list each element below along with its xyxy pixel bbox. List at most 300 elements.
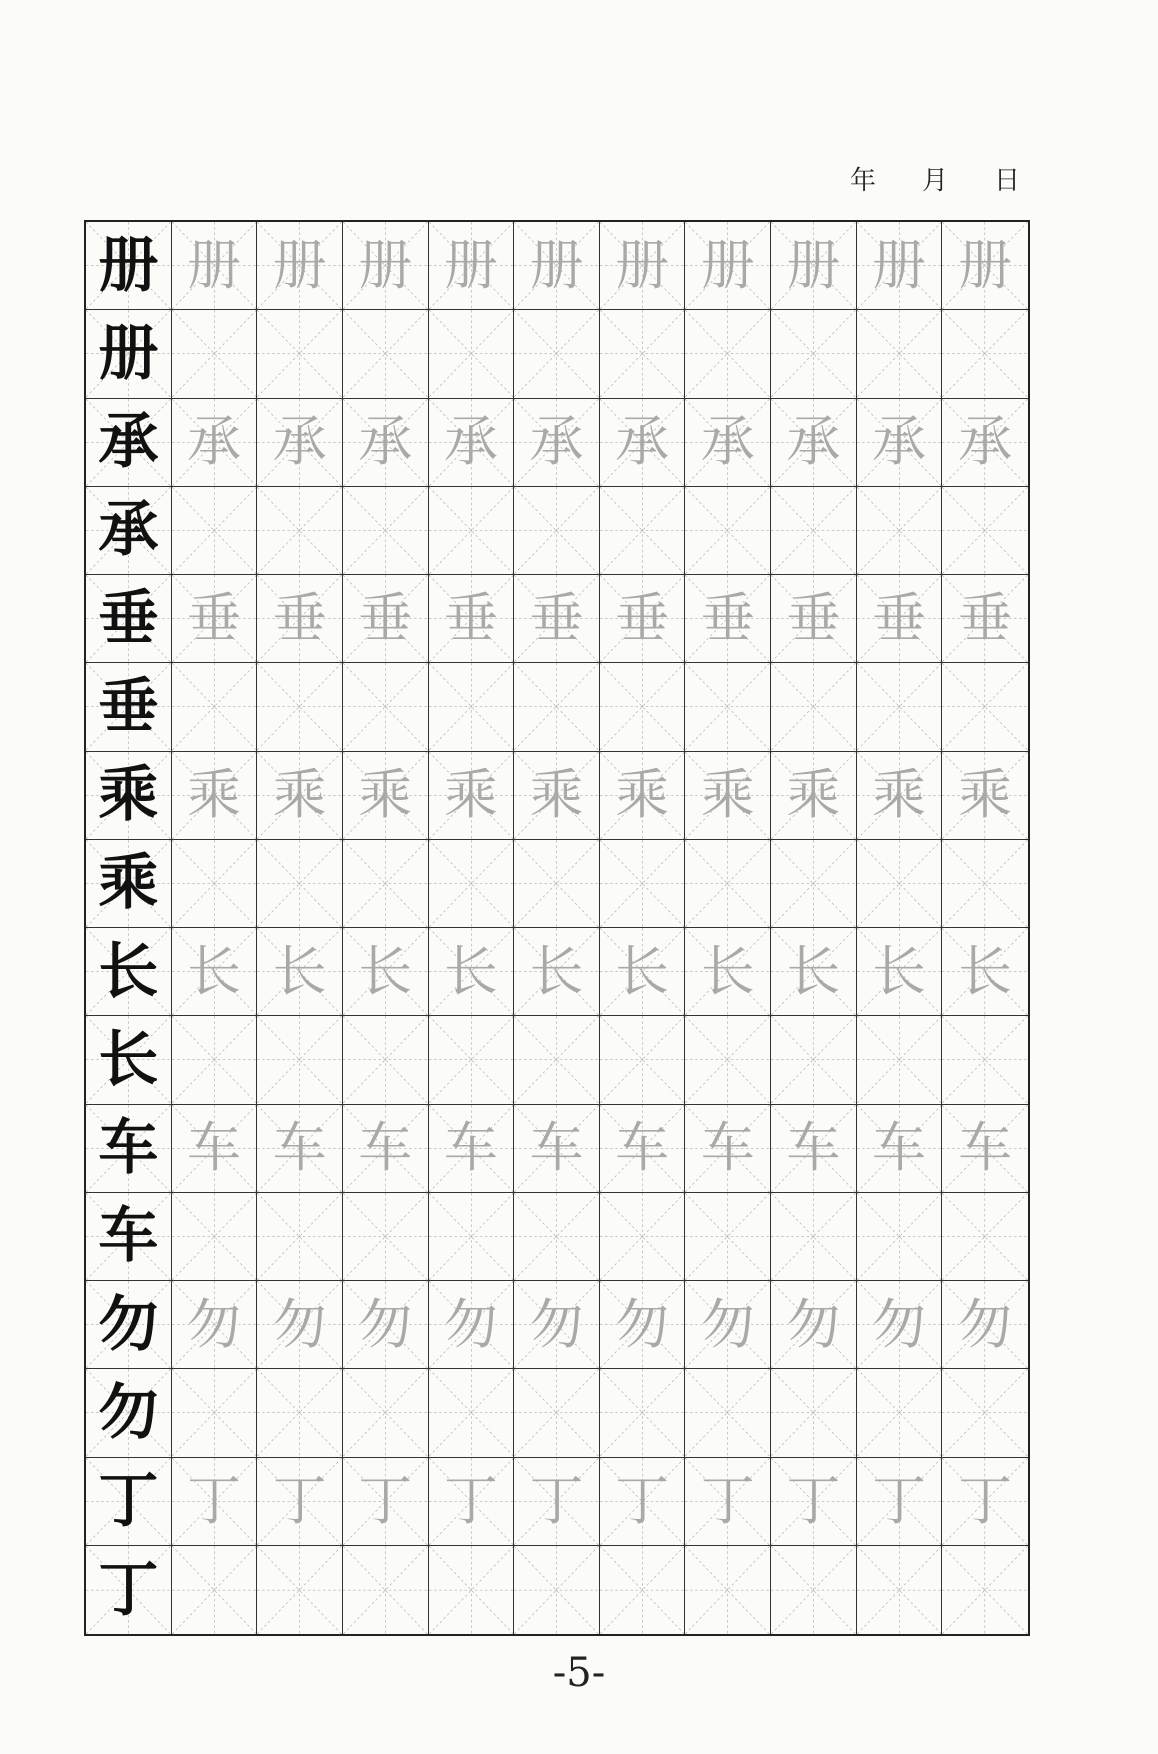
- trace-character: 勿: [186, 1292, 241, 1356]
- trace-cell[interactable]: [857, 399, 943, 487]
- blank-practice-cell[interactable]: [857, 1546, 943, 1634]
- model-char-cell: [86, 1369, 172, 1457]
- trace-character: 丁: [786, 1469, 841, 1533]
- blank-practice-cell[interactable]: [600, 487, 686, 575]
- trace-cell[interactable]: [429, 1458, 515, 1546]
- guide-lines: [343, 840, 428, 927]
- trace-cell[interactable]: [257, 928, 343, 1016]
- trace-character: 车: [272, 1116, 327, 1180]
- trace-cell[interactable]: [685, 222, 771, 310]
- model-char-cell: [86, 1458, 172, 1546]
- blank-practice-cell[interactable]: [685, 1369, 771, 1457]
- blank-practice-cell[interactable]: [429, 1193, 515, 1281]
- trace-cell[interactable]: [172, 1458, 258, 1546]
- trace-character: 丁: [272, 1469, 327, 1533]
- trace-cell[interactable]: [857, 1458, 943, 1546]
- trace-cell[interactable]: [514, 928, 600, 1016]
- trace-cell[interactable]: [257, 752, 343, 840]
- guide-lines: [429, 310, 514, 397]
- trace-cell[interactable]: [429, 928, 515, 1016]
- trace-character: 承: [443, 410, 498, 474]
- trace-cell[interactable]: [172, 222, 258, 310]
- blank-practice-cell[interactable]: [257, 487, 343, 575]
- blank-practice-cell[interactable]: [514, 663, 600, 751]
- trace-cell[interactable]: [429, 1281, 515, 1369]
- trace-cell[interactable]: [257, 1458, 343, 1546]
- trace-character: 车: [529, 1116, 584, 1180]
- trace-character: 丁: [958, 1469, 1013, 1533]
- trace-character: 承: [529, 410, 584, 474]
- trace-character: 长: [358, 939, 413, 1003]
- trace-character: 丁: [358, 1469, 413, 1533]
- trace-cell[interactable]: [600, 928, 686, 1016]
- blank-practice-cell[interactable]: [514, 1546, 600, 1634]
- guide-lines: [942, 310, 1028, 397]
- trace-cell[interactable]: [942, 1105, 1028, 1193]
- trace-cell[interactable]: [600, 399, 686, 487]
- blank-practice-cell[interactable]: [514, 487, 600, 575]
- model-char-cell: [86, 1105, 172, 1193]
- blank-practice-cell[interactable]: [343, 1546, 429, 1634]
- trace-cell[interactable]: [429, 752, 515, 840]
- guide-lines: [600, 487, 685, 574]
- trace-cell[interactable]: [600, 1458, 686, 1546]
- trace-character: 车: [786, 1116, 841, 1180]
- guide-lines: [514, 1193, 599, 1280]
- trace-character: 丁: [615, 1469, 670, 1533]
- guide-lines: [514, 663, 599, 750]
- trace-cell[interactable]: [343, 928, 429, 1016]
- guide-lines: [942, 1369, 1028, 1456]
- guide-lines: [685, 840, 770, 927]
- guide-lines: [942, 1546, 1028, 1634]
- trace-cell[interactable]: [685, 1281, 771, 1369]
- model-char-cell: [86, 840, 172, 928]
- blank-practice-cell[interactable]: [771, 310, 857, 398]
- blank-practice-cell[interactable]: [172, 487, 258, 575]
- blank-practice-cell[interactable]: [429, 1546, 515, 1634]
- blank-practice-cell[interactable]: [600, 310, 686, 398]
- guide-lines: [857, 663, 942, 750]
- model-char-cell: [86, 1016, 172, 1104]
- trace-cell[interactable]: [172, 752, 258, 840]
- blank-practice-cell[interactable]: [600, 1369, 686, 1457]
- blank-practice-cell[interactable]: [343, 487, 429, 575]
- blank-practice-cell[interactable]: [343, 663, 429, 751]
- trace-cell[interactable]: [771, 752, 857, 840]
- blank-practice-cell[interactable]: [172, 663, 258, 751]
- blank-practice-cell[interactable]: [857, 310, 943, 398]
- blank-practice-cell[interactable]: [600, 1016, 686, 1104]
- trace-character: 承: [358, 410, 413, 474]
- trace-character: 垂: [958, 586, 1013, 650]
- guide-lines: [257, 1016, 342, 1103]
- blank-practice-cell[interactable]: [257, 840, 343, 928]
- model-character: 册: [98, 318, 159, 389]
- trace-cell[interactable]: [600, 1105, 686, 1193]
- blank-practice-cell[interactable]: [685, 1016, 771, 1104]
- trace-cell[interactable]: [685, 575, 771, 663]
- guide-lines: [685, 663, 770, 750]
- blank-practice-cell[interactable]: [600, 1193, 686, 1281]
- blank-practice-cell[interactable]: [771, 1193, 857, 1281]
- model-character: 丁: [98, 1554, 159, 1625]
- trace-character: 丁: [443, 1469, 498, 1533]
- trace-character: 车: [615, 1116, 670, 1180]
- blank-practice-cell[interactable]: [514, 1193, 600, 1281]
- blank-practice-cell[interactable]: [257, 1546, 343, 1634]
- guide-lines: [257, 840, 342, 927]
- trace-character: 册: [358, 233, 413, 297]
- trace-character: 车: [872, 1116, 927, 1180]
- guide-lines: [172, 1369, 257, 1456]
- guide-lines: [600, 1369, 685, 1456]
- trace-cell[interactable]: [857, 1105, 943, 1193]
- blank-practice-cell[interactable]: [429, 840, 515, 928]
- trace-cell[interactable]: [942, 752, 1028, 840]
- trace-character: 册: [700, 233, 755, 297]
- blank-practice-cell[interactable]: [857, 1193, 943, 1281]
- model-char-cell: [86, 1281, 172, 1369]
- guide-lines: [172, 1546, 257, 1634]
- guide-lines: [771, 1546, 856, 1634]
- blank-practice-cell[interactable]: [514, 840, 600, 928]
- guide-lines: [343, 487, 428, 574]
- blank-practice-cell[interactable]: [857, 1369, 943, 1457]
- guide-lines: [857, 1369, 942, 1456]
- trace-character: 垂: [700, 586, 755, 650]
- guide-lines: [514, 1546, 599, 1634]
- guide-lines: [343, 1193, 428, 1280]
- trace-cell[interactable]: [514, 1105, 600, 1193]
- blank-practice-cell[interactable]: [257, 1193, 343, 1281]
- blank-practice-cell[interactable]: [857, 487, 943, 575]
- guide-lines: [685, 1369, 770, 1456]
- trace-cell[interactable]: [514, 1458, 600, 1546]
- model-character: 勿: [98, 1289, 159, 1360]
- blank-practice-cell[interactable]: [343, 840, 429, 928]
- blank-practice-cell[interactable]: [685, 487, 771, 575]
- blank-practice-cell[interactable]: [343, 310, 429, 398]
- trace-character: 册: [786, 233, 841, 297]
- guide-lines: [514, 1016, 599, 1103]
- trace-cell[interactable]: [685, 1105, 771, 1193]
- blank-practice-cell[interactable]: [942, 840, 1028, 928]
- blank-practice-cell[interactable]: [942, 1546, 1028, 1634]
- trace-cell[interactable]: [429, 399, 515, 487]
- trace-cell[interactable]: [172, 1105, 258, 1193]
- model-character: 勿: [98, 1377, 159, 1448]
- blank-practice-cell[interactable]: [172, 840, 258, 928]
- trace-character: 丁: [872, 1469, 927, 1533]
- trace-cell[interactable]: [600, 1281, 686, 1369]
- trace-cell[interactable]: [771, 222, 857, 310]
- guide-lines: [172, 310, 257, 397]
- blank-practice-cell[interactable]: [685, 840, 771, 928]
- blank-practice-cell[interactable]: [942, 1016, 1028, 1104]
- trace-character: 勿: [958, 1292, 1013, 1356]
- model-character: 乘: [98, 760, 159, 831]
- blank-practice-cell[interactable]: [685, 663, 771, 751]
- trace-cell[interactable]: [600, 575, 686, 663]
- blank-practice-cell[interactable]: [429, 1369, 515, 1457]
- blank-practice-cell[interactable]: [429, 1016, 515, 1104]
- guide-lines: [514, 840, 599, 927]
- model-char-cell: [86, 222, 172, 310]
- guide-lines: [343, 1016, 428, 1103]
- date-year-label: 年: [850, 166, 877, 196]
- trace-cell[interactable]: [514, 575, 600, 663]
- guide-lines: [257, 1193, 342, 1280]
- model-character: 承: [98, 495, 159, 566]
- blank-practice-cell[interactable]: [771, 1016, 857, 1104]
- blank-practice-cell[interactable]: [600, 663, 686, 751]
- trace-cell[interactable]: [942, 1458, 1028, 1546]
- model-character: 承: [98, 407, 159, 478]
- trace-cell[interactable]: [514, 752, 600, 840]
- trace-cell[interactable]: [257, 399, 343, 487]
- blank-practice-cell[interactable]: [771, 1546, 857, 1634]
- trace-cell[interactable]: [857, 575, 943, 663]
- trace-character: 乘: [700, 763, 755, 827]
- trace-cell[interactable]: [514, 1281, 600, 1369]
- trace-cell[interactable]: [857, 1281, 943, 1369]
- blank-practice-cell[interactable]: [343, 1193, 429, 1281]
- guide-lines: [343, 663, 428, 750]
- trace-character: 车: [700, 1116, 755, 1180]
- guide-lines: [771, 310, 856, 397]
- trace-cell[interactable]: [257, 1105, 343, 1193]
- guide-lines: [771, 1016, 856, 1103]
- trace-character: 勿: [443, 1292, 498, 1356]
- trace-cell[interactable]: [771, 1281, 857, 1369]
- trace-cell[interactable]: [685, 399, 771, 487]
- guide-lines: [942, 663, 1028, 750]
- trace-character: 车: [958, 1116, 1013, 1180]
- blank-practice-cell[interactable]: [771, 663, 857, 751]
- guide-lines: [172, 840, 257, 927]
- blank-practice-cell[interactable]: [429, 487, 515, 575]
- model-char-cell: [86, 575, 172, 663]
- blank-practice-cell[interactable]: [172, 1546, 258, 1634]
- model-character: 长: [98, 1024, 159, 1095]
- trace-character: 长: [443, 939, 498, 1003]
- guide-lines: [685, 1016, 770, 1103]
- guide-lines: [600, 840, 685, 927]
- trace-cell[interactable]: [257, 222, 343, 310]
- guide-lines: [771, 840, 856, 927]
- trace-character: 垂: [529, 586, 584, 650]
- trace-cell[interactable]: [771, 399, 857, 487]
- guide-lines: [429, 1369, 514, 1456]
- guide-lines: [257, 1369, 342, 1456]
- trace-cell[interactable]: [514, 222, 600, 310]
- blank-practice-cell[interactable]: [172, 1193, 258, 1281]
- trace-character: 垂: [443, 586, 498, 650]
- trace-cell[interactable]: [257, 575, 343, 663]
- trace-character: 垂: [358, 586, 413, 650]
- blank-practice-cell[interactable]: [685, 1546, 771, 1634]
- guide-lines: [257, 487, 342, 574]
- trace-cell[interactable]: [343, 1458, 429, 1546]
- date-line: [850, 160, 1020, 197]
- model-character: 垂: [98, 583, 159, 654]
- trace-character: 册: [186, 233, 241, 297]
- blank-practice-cell[interactable]: [600, 840, 686, 928]
- trace-cell[interactable]: [172, 1281, 258, 1369]
- trace-cell[interactable]: [600, 222, 686, 310]
- trace-character: 车: [358, 1116, 413, 1180]
- blank-practice-cell[interactable]: [771, 1369, 857, 1457]
- blank-practice-cell[interactable]: [257, 663, 343, 751]
- guide-lines: [343, 310, 428, 397]
- model-character: 垂: [98, 671, 159, 742]
- trace-cell[interactable]: [857, 752, 943, 840]
- trace-cell[interactable]: [172, 928, 258, 1016]
- blank-practice-cell[interactable]: [514, 1016, 600, 1104]
- trace-cell[interactable]: [771, 1458, 857, 1546]
- guide-lines: [429, 840, 514, 927]
- blank-practice-cell[interactable]: [257, 310, 343, 398]
- blank-practice-cell[interactable]: [771, 487, 857, 575]
- trace-character: 册: [272, 233, 327, 297]
- trace-cell[interactable]: [172, 575, 258, 663]
- trace-cell[interactable]: [172, 399, 258, 487]
- blank-practice-cell[interactable]: [857, 1016, 943, 1104]
- trace-character: 乘: [958, 763, 1013, 827]
- guide-lines: [172, 1016, 257, 1103]
- guide-lines: [942, 1016, 1028, 1103]
- trace-cell[interactable]: [942, 399, 1028, 487]
- trace-cell[interactable]: [429, 222, 515, 310]
- model-char-cell: [86, 1546, 172, 1634]
- trace-cell[interactable]: [771, 928, 857, 1016]
- blank-practice-cell[interactable]: [172, 1016, 258, 1104]
- guide-lines: [600, 663, 685, 750]
- model-char-cell: [86, 310, 172, 398]
- trace-character: 承: [872, 410, 927, 474]
- blank-practice-cell[interactable]: [172, 310, 258, 398]
- trace-character: 长: [958, 939, 1013, 1003]
- trace-cell[interactable]: [942, 575, 1028, 663]
- guide-lines: [257, 310, 342, 397]
- trace-cell[interactable]: [343, 1105, 429, 1193]
- blank-practice-cell[interactable]: [172, 1369, 258, 1457]
- model-char-cell: [86, 663, 172, 751]
- guide-lines: [429, 1546, 514, 1634]
- trace-character: 乘: [529, 763, 584, 827]
- blank-practice-cell[interactable]: [343, 1016, 429, 1104]
- blank-practice-cell[interactable]: [942, 1193, 1028, 1281]
- trace-cell[interactable]: [942, 222, 1028, 310]
- blank-practice-cell[interactable]: [514, 1369, 600, 1457]
- guide-lines: [685, 1546, 770, 1634]
- trace-character: 承: [615, 410, 670, 474]
- blank-practice-cell[interactable]: [685, 310, 771, 398]
- guide-lines: [857, 1546, 942, 1634]
- trace-character: 勿: [872, 1292, 927, 1356]
- page-number: -5-: [552, 1650, 606, 1696]
- guide-lines: [771, 663, 856, 750]
- blank-practice-cell[interactable]: [771, 840, 857, 928]
- trace-character: 丁: [700, 1469, 755, 1533]
- trace-cell[interactable]: [429, 575, 515, 663]
- trace-cell[interactable]: [257, 1281, 343, 1369]
- trace-cell[interactable]: [343, 222, 429, 310]
- trace-cell[interactable]: [429, 1105, 515, 1193]
- blank-practice-cell[interactable]: [685, 1193, 771, 1281]
- trace-cell[interactable]: [942, 928, 1028, 1016]
- blank-practice-cell[interactable]: [429, 663, 515, 751]
- trace-character: 长: [615, 939, 670, 1003]
- trace-character: 勿: [615, 1292, 670, 1356]
- blank-practice-cell[interactable]: [942, 663, 1028, 751]
- guide-lines: [514, 1369, 599, 1456]
- trace-character: 乘: [186, 763, 241, 827]
- guide-lines: [942, 1193, 1028, 1280]
- blank-practice-cell[interactable]: [600, 1546, 686, 1634]
- trace-cell[interactable]: [771, 1105, 857, 1193]
- model-char-cell: [86, 399, 172, 487]
- guide-lines: [685, 487, 770, 574]
- guide-lines: [771, 1369, 856, 1456]
- guide-lines: [600, 1546, 685, 1634]
- trace-cell[interactable]: [514, 399, 600, 487]
- blank-practice-cell[interactable]: [514, 310, 600, 398]
- blank-practice-cell[interactable]: [857, 663, 943, 751]
- trace-character: 承: [958, 410, 1013, 474]
- blank-practice-cell[interactable]: [257, 1016, 343, 1104]
- trace-cell[interactable]: [857, 928, 943, 1016]
- trace-cell[interactable]: [685, 928, 771, 1016]
- blank-practice-cell[interactable]: [429, 310, 515, 398]
- trace-cell[interactable]: [343, 1281, 429, 1369]
- guide-lines: [429, 663, 514, 750]
- blank-practice-cell[interactable]: [857, 840, 943, 928]
- trace-character: 勿: [786, 1292, 841, 1356]
- trace-cell[interactable]: [343, 752, 429, 840]
- trace-cell[interactable]: [343, 399, 429, 487]
- guide-lines: [600, 310, 685, 397]
- model-character: 车: [98, 1201, 159, 1272]
- guide-lines: [257, 1546, 342, 1634]
- guide-lines: [429, 1193, 514, 1280]
- blank-practice-cell[interactable]: [343, 1369, 429, 1457]
- trace-cell[interactable]: [685, 1458, 771, 1546]
- blank-practice-cell[interactable]: [942, 310, 1028, 398]
- trace-character: 承: [272, 410, 327, 474]
- model-character: 册: [98, 230, 159, 301]
- trace-cell[interactable]: [771, 575, 857, 663]
- blank-practice-cell[interactable]: [942, 1369, 1028, 1457]
- trace-character: 乘: [272, 763, 327, 827]
- trace-character: 册: [615, 233, 670, 297]
- trace-cell[interactable]: [600, 752, 686, 840]
- guide-lines: [771, 1193, 856, 1280]
- trace-character: 垂: [272, 586, 327, 650]
- trace-character: 车: [186, 1116, 241, 1180]
- model-character: 车: [98, 1113, 159, 1184]
- trace-cell[interactable]: [343, 575, 429, 663]
- trace-cell[interactable]: [942, 1281, 1028, 1369]
- model-char-cell: [86, 752, 172, 840]
- trace-cell[interactable]: [857, 222, 943, 310]
- model-character: 丁: [98, 1466, 159, 1537]
- trace-character: 垂: [615, 586, 670, 650]
- trace-cell[interactable]: [685, 752, 771, 840]
- blank-practice-cell[interactable]: [942, 487, 1028, 575]
- blank-practice-cell[interactable]: [257, 1369, 343, 1457]
